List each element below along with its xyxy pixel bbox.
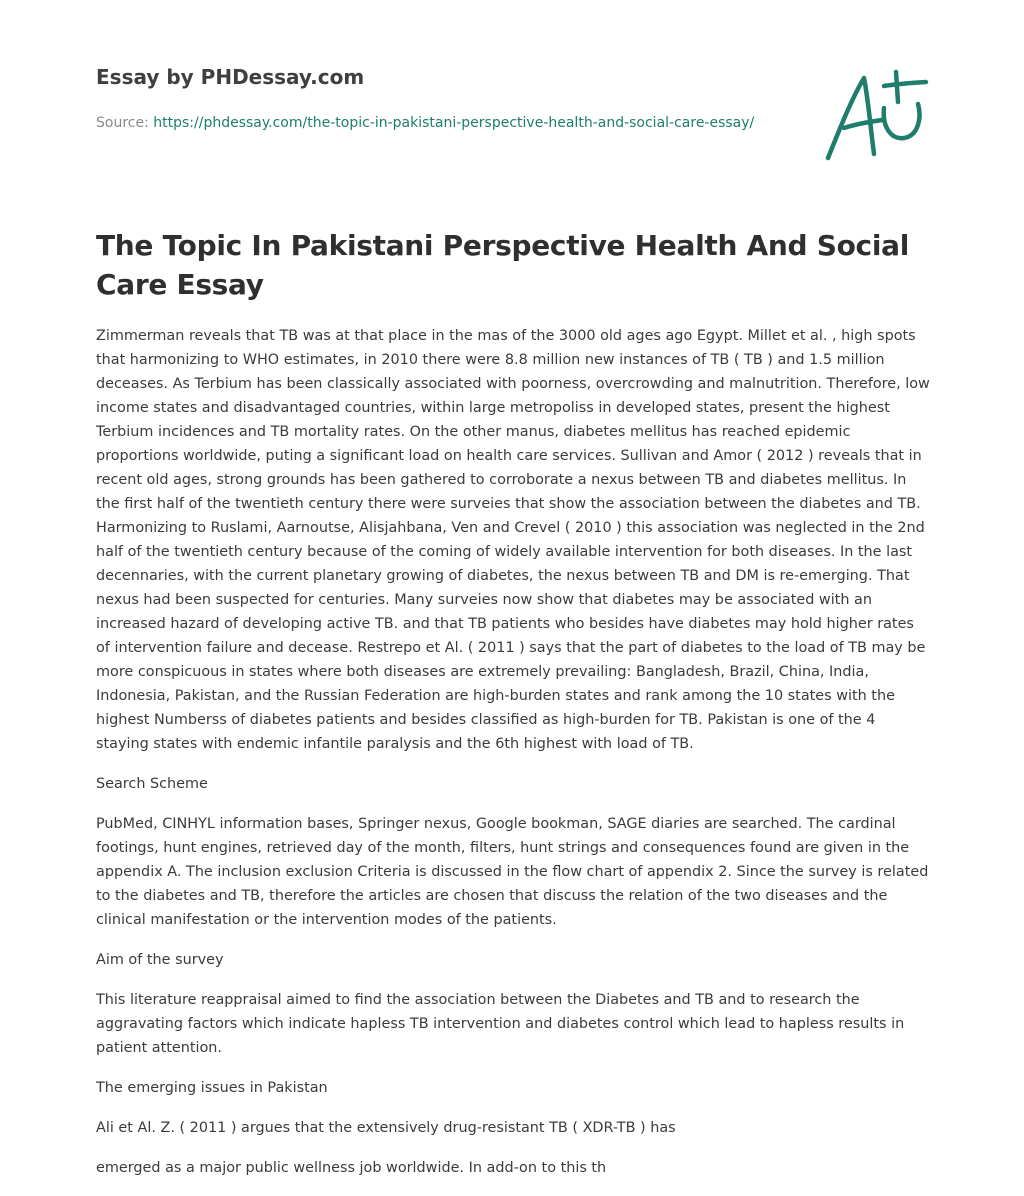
paragraph: PubMed, CINHYL information bases, Springer nexus, Google bookman, SAGE diaries are searched. The cardinal footings, hunt engines, retrieved day of the month, filters, hunt strings and consequences found are given in the appendix A. The inclusion exclusion Criteria is discussed in the flow chart of appendix 2. Since the survey is related to the diabetes and TB, therefore the articles are chosen that discuss the relation of the two diseases and the clinical manifestation or the intervention modes of the patients. — [96, 816, 929, 928]
page-header — [96, 62, 776, 134]
paragraph: Zimmerman reveals that TB was at that place in the mas of the 3000 old ages ago Egypt. Millet et al. , high spots that harmonizing to WHO estimates, in 2010 there were 8.8 million new instances of TB ( TB ) and 1.5 million deceases. As Terbium has been classically associated with poorness, overcrowding and malnutrition. Therefore, low income states and disadvantaged countries, within large metropoliss in developed states, present the highest Terbium incidences and TB mortality rates. On the other manus, diabetes mellitus has reached epidemic proportions worldwide, puting a significant load on health care services. Sullivan and Amor ( 2012 ) reveals that in recent old ages, strong grounds has been gathered to corroborate a nexus between TB and diabetes mellitus. In the first half of the twentieth century there were surveies that show the association between the diabetes and TB. Harmonizing to Ruslami, Aarnoutse, Alisjahbana, Ven and Crevel ( 2010 ) this association was neglected in the 2nd half of the twentieth century because of the coming of widely available intervention for both diseases. In the last decennaries, with the current planetary growing of diabetes, the nexus between TB and DM is re-emerging. That nexus had been suspected for centuries. Many surveies now show that diabetes may be associated with an increased hazard of developing active TB. and that TB patients who besides have diabetes may hold higher rates of intervention failure and decease. Restrepo et Al. ( 2011 ) says that the part of diabetes to the load of TB may be more conspicuous in states where both diseases are extremely prevailing: Bangladesh, Brazil, China, India, Indonesia, Pakistan, and the Russian Federation are high-burden states and rank among the 10 states with the highest Numberss of diabetes patients and besides classified as high-burden for TB. Pakistan is one of the 4 staying states with endemic infantile paralysis and the 6th highest with load of TB. — [96, 328, 930, 752]
a-plus-logo-icon — [822, 68, 930, 164]
source-line — [96, 112, 776, 134]
section-heading: The emerging issues in Pakistan — [96, 1080, 328, 1096]
site-title: Essay by PHDessay.com — [96, 65, 365, 89]
section-heading: Search Scheme — [96, 776, 208, 792]
paragraph: emerged as a major public wellness job worldwide. In add-on to this th — [96, 1160, 607, 1176]
article-title: The Topic In Pakistani Perspective Health And Social Care Essay — [96, 229, 910, 301]
article-body — [96, 324, 932, 1196]
source-label: Source: — [96, 115, 149, 131]
source-link[interactable]: https://phdessay.com/the-topic-in-pakistani-perspective-health-and-social-care-essay/ — [153, 115, 755, 131]
paragraph: Ali et Al. Z. ( 2011 ) argues that the extensively drug-resistant TB ( XDR-TB ) has — [96, 1120, 676, 1136]
section-heading: Aim of the survey — [96, 952, 224, 968]
paragraph: This literature reappraisal aimed to find the association between the Diabetes and TB and to research the aggravating factors which indicate hapless TB intervention and diabetes control which lead to hapless results in patient attention. — [96, 992, 905, 1056]
